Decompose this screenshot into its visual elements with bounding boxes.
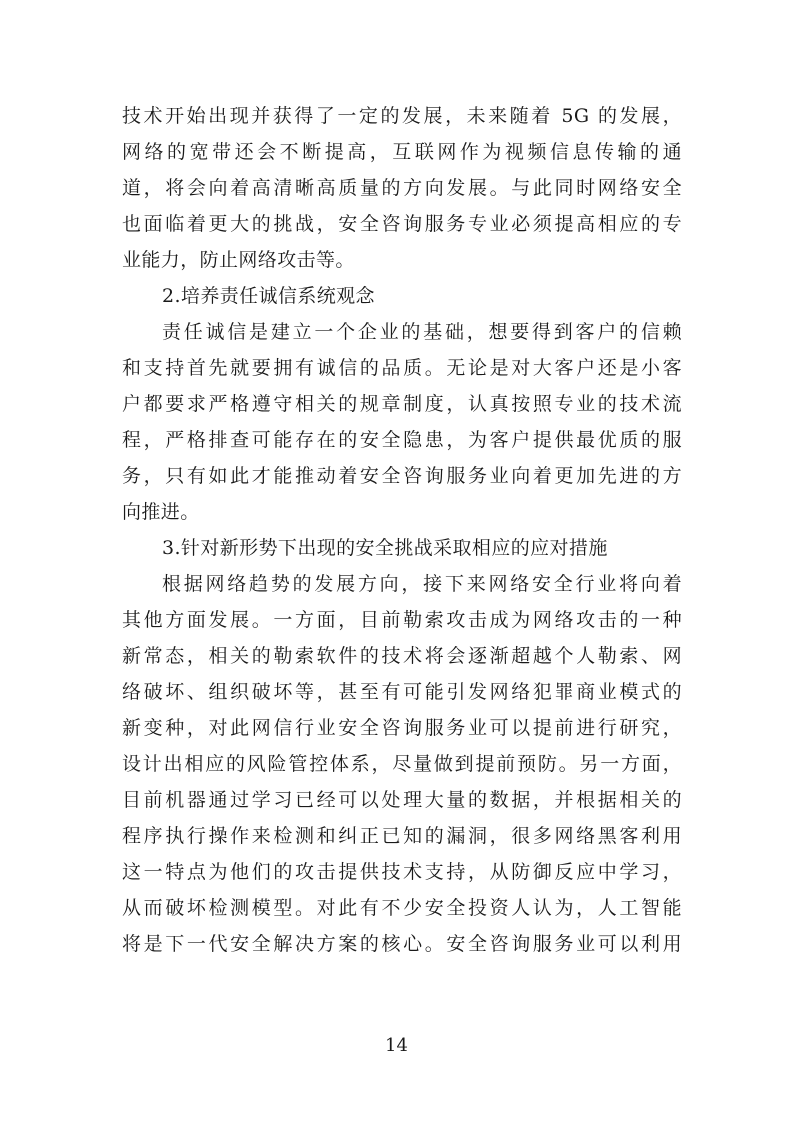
text-line: 这一特点为他们的攻击提供技术支持，从防御反应中学习，	[122, 861, 682, 883]
text-line: 设计出相应的风险管控体系，尽量做到提前预防。另一方面，	[122, 753, 682, 775]
text-line: 道，将会向着高清晰高质量的方向发展。与此同时网络安全	[122, 177, 682, 199]
text-line: 程，严格排查可能存在的安全隐患，为客户提供最优质的服	[122, 429, 682, 451]
text-line: 技术开始出现并获得了一定的发展，未来随着 5G 的发展，	[122, 105, 682, 127]
text-line: 程序执行操作来检测和纠正已知的漏洞，很多网络黑客利用	[122, 825, 682, 847]
text-line: 新常态，相关的勒索软件的技术将会逐渐超越个人勒索、网	[122, 645, 682, 667]
text-line: 将是下一代安全解决方案的核心。安全咨询服务业可以利用	[122, 933, 682, 955]
text-line: 业能力，防止网络攻击等。	[122, 249, 355, 271]
text-line: 目前机器通过学习已经可以处理大量的数据，并根据相关的	[122, 789, 682, 811]
section-heading: 2.培养责任诚信系统观念	[162, 285, 375, 307]
text-line: 也面临着更大的挑战，安全咨询服务专业必须提高相应的专	[122, 213, 682, 235]
section-heading: 3.针对新形势下出现的安全挑战采取相应的应对措施	[162, 537, 608, 559]
text-line: 和支持首先就要拥有诚信的品质。无论是对大客户还是小客	[122, 357, 682, 379]
text-line: 网络的宽带还会不断提高，互联网作为视频信息传输的通	[122, 141, 682, 163]
text-line: 其他方面发展。一方面，目前勒索攻击成为网络攻击的一种	[122, 609, 682, 631]
page-number: 14	[385, 1035, 408, 1056]
text-line: 从而破坏检测模型。对此有不少安全投资人认为，人工智能	[122, 897, 682, 919]
text-line: 新变种，对此网信行业安全咨询服务业可以提前进行研究，	[122, 717, 682, 739]
text-line: 责任诚信是建立一个企业的基础，想要得到客户的信赖	[162, 321, 682, 343]
text-line: 户都要求严格遵守相关的规章制度，认真按照专业的技术流	[122, 393, 682, 415]
text-line: 络破坏、组织破坏等，甚至有可能引发网络犯罪商业模式的	[122, 681, 682, 703]
text-line: 务，只有如此才能推动着安全咨询服务业向着更加先进的方	[122, 465, 682, 487]
text-line: 向推进。	[122, 501, 200, 523]
text-line: 根据网络趋势的发展方向，接下来网络安全行业将向着	[162, 573, 682, 595]
